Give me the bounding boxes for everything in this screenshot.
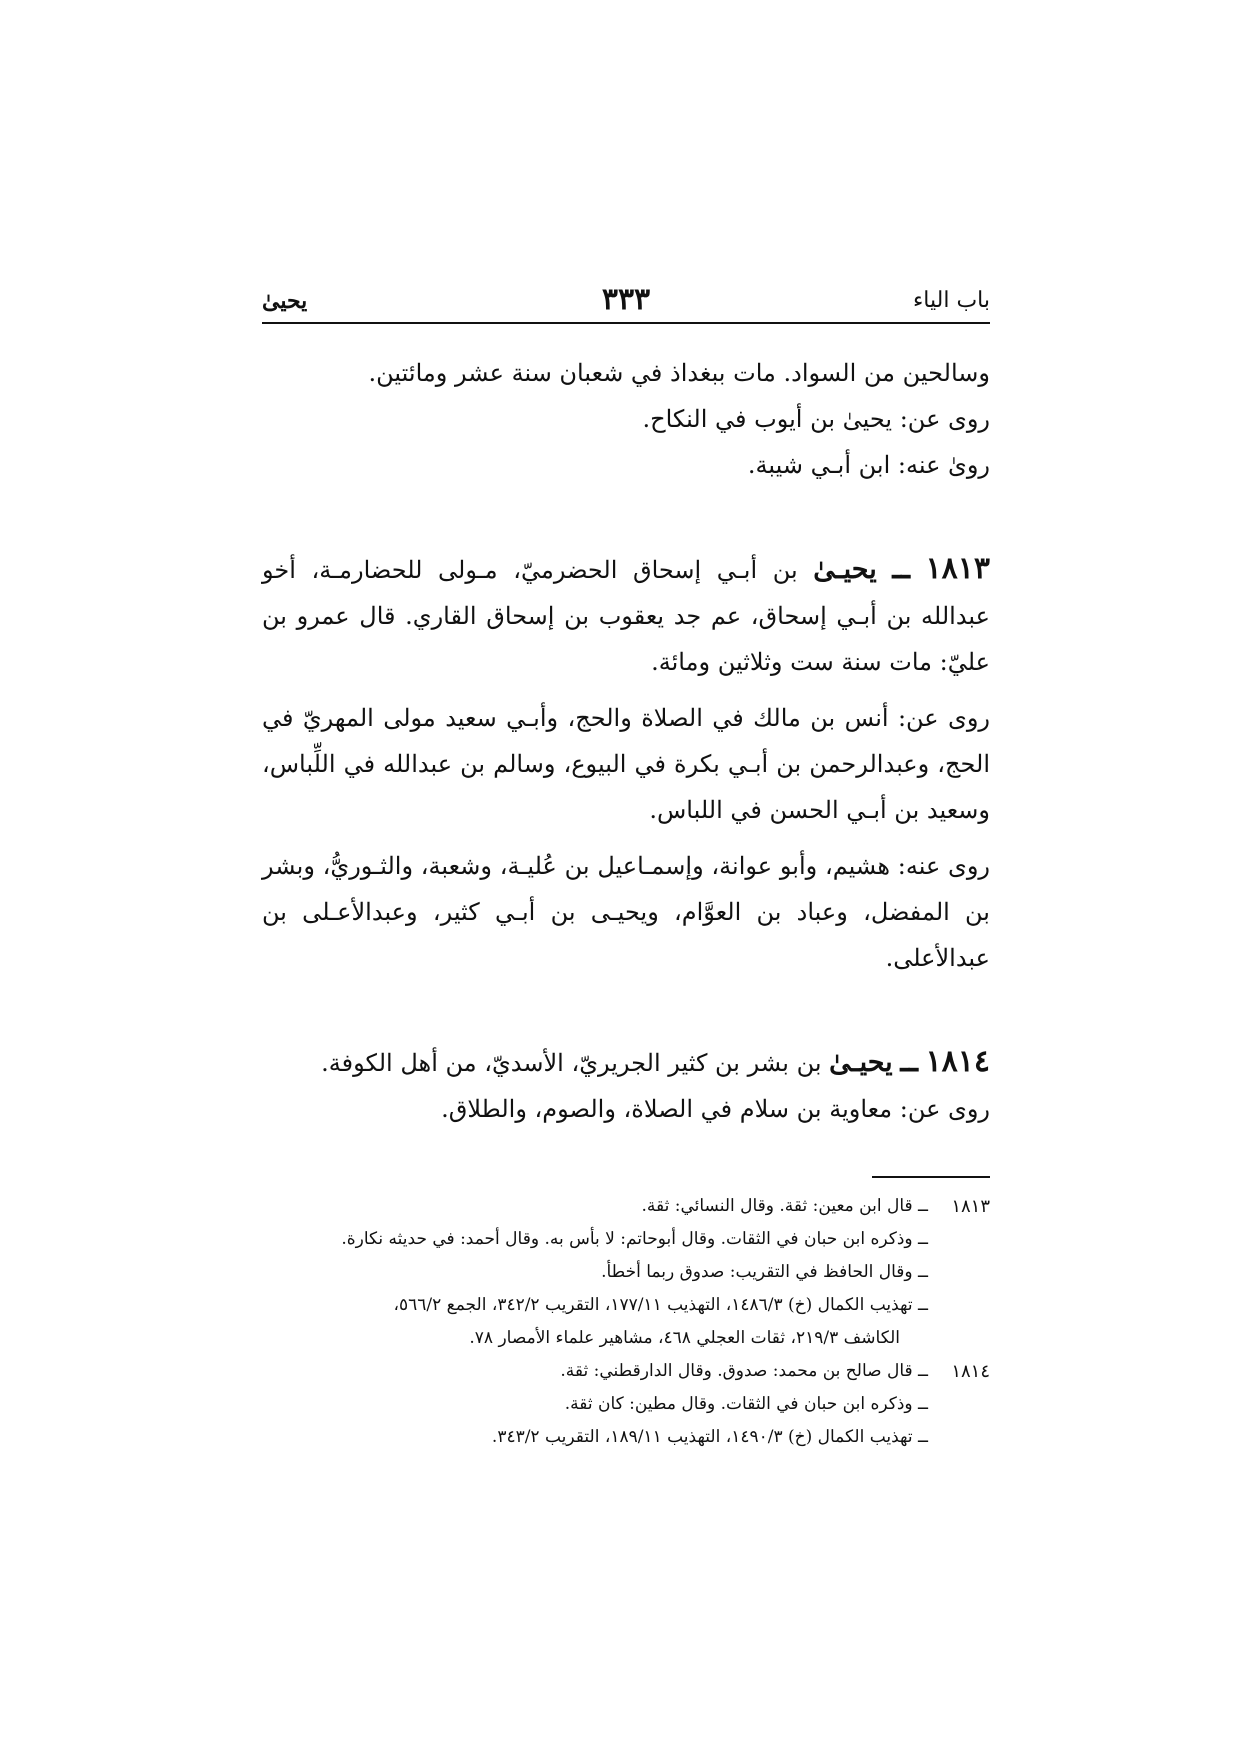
chapter-title: باب الياء: [912, 288, 990, 313]
intro-line: وسالحين من السواد. مات ببغداذ في شعبان سنة عشر ومائتين.: [368, 359, 990, 387]
running-keyword: يحيىٰ: [262, 288, 308, 314]
entry-dash: ــ: [900, 1044, 918, 1079]
entry-dash: ــ: [892, 551, 910, 586]
footnote-line: [262, 1223, 990, 1256]
footnote-number: ١٨١٤: [951, 1361, 990, 1382]
entry-name: يحيـىٰ: [813, 554, 877, 585]
entry-1813-bio: [262, 546, 990, 685]
footnote-number: ١٨١٣: [951, 1196, 990, 1217]
entry-number: ١٨١٤: [925, 1044, 990, 1079]
footnote-line: [262, 1190, 990, 1223]
footnote-line: [262, 1388, 990, 1421]
footnote-text: ــ وذكره ابن حبان في الثقات. وقال مطين: كان ثقة.: [564, 1394, 928, 1414]
entry-1814-narrated-from: روى عن: معاوية بن سلام في الصلاة، والصوم، والطلاق.: [441, 1095, 990, 1123]
running-head: [262, 282, 990, 322]
footnote-text: ــ تهذيب الكمال (خ) ١٤٨٦/٣، التهذيب ١٧٧/١١، التقريب ٣٤٢/٢، الجمع ٥٦٦/٢،: [393, 1295, 928, 1315]
footnote-line: [262, 1289, 990, 1322]
footnote-text: ــ تهذيب الكمال (خ) ١٤٩٠/٣، التهذيب ١٨٩/١١، التقريب ٣٤٣/٢.: [491, 1427, 928, 1447]
entry-1813-narrated-by: روى عنه: هشيم، وأبو عوانة، وإسمـاعيل بن عُليـة، وشعبة، والثـوريُّ، وبشر بن المفضل، وعباد بن العوَّام، ويحيـى بن أبـي كثير، وعبدالأعـلى بن عبدالأعلى.: [262, 852, 990, 972]
footnote-text: ــ وقال الحافظ في التقريب: صدوق ربما أخطأ.: [601, 1262, 928, 1282]
footnote-rule: [872, 1176, 990, 1178]
entry-spacer: [262, 981, 990, 1039]
paragraph-spacer: [262, 833, 990, 843]
entry-bio-text: بن بشر بن كثير الجريريّ، الأسديّ، من أهل الكوفة.: [321, 1049, 822, 1077]
footnote-line: [262, 1322, 990, 1355]
main-text: [262, 350, 990, 1132]
entry-bio-text: بن أبـي إسحاق الحضرميّ، مـولى للحضارمـة، أخو عبدالله بن أبـي إسحاق، عم جد يعقوب بن إسحاق القاري. قال عمرو بن عليّ: مات سنة ست وثلاثين ومائة.: [262, 556, 990, 676]
entry-name: يحيـىٰ: [829, 1047, 893, 1078]
intro-line: روى عن: يحيىٰ بن أيوب في النكاح.: [642, 405, 990, 433]
footnote-text: ــ قال صالح بن محمد: صدوق. وقال الدارقطني: ثقة.: [560, 1361, 928, 1381]
paragraph-spacer: [262, 685, 990, 695]
entry-number: ١٨١٣: [925, 551, 990, 586]
entry-spacer: [262, 488, 990, 546]
page-number: ٣٣٣: [601, 282, 651, 317]
footnote-text: ــ وذكره ابن حبان في الثقات. وقال أبوحاتم: لا بأس به. وقال أحمد: في حديثه نكارة.: [341, 1229, 928, 1249]
entry-1813-narrated-from: روى عن: أنس بن مالك في الصلاة والحج، وأبـي سعيد مولى المهريّ في الحج، وعبدالرحمن بن أبـي بكرة في البيوع، وسالم بن عبدالله في اللِّباس، وسعيد بن أبـي الحسن في اللباس.: [262, 704, 990, 824]
entry-1814-bio: [262, 1039, 990, 1086]
footnote-text: ــ قال ابن معين: ثقة. وقال النسائي: ثقة.: [641, 1196, 928, 1216]
intro-line: روىٰ عنه: ابن أبـي شيبة.: [747, 451, 990, 479]
footnotes: [262, 1190, 990, 1454]
footnote-line: [262, 1256, 990, 1289]
footnote-text: الكاشف ٢١٩/٣، ثقات العجلي ٤٦٨، مشاهير علماء الأمصار ٧٨.: [469, 1328, 900, 1348]
header-rule: [262, 322, 990, 324]
footnote-line: [262, 1355, 990, 1388]
footnote-line: [262, 1421, 990, 1454]
